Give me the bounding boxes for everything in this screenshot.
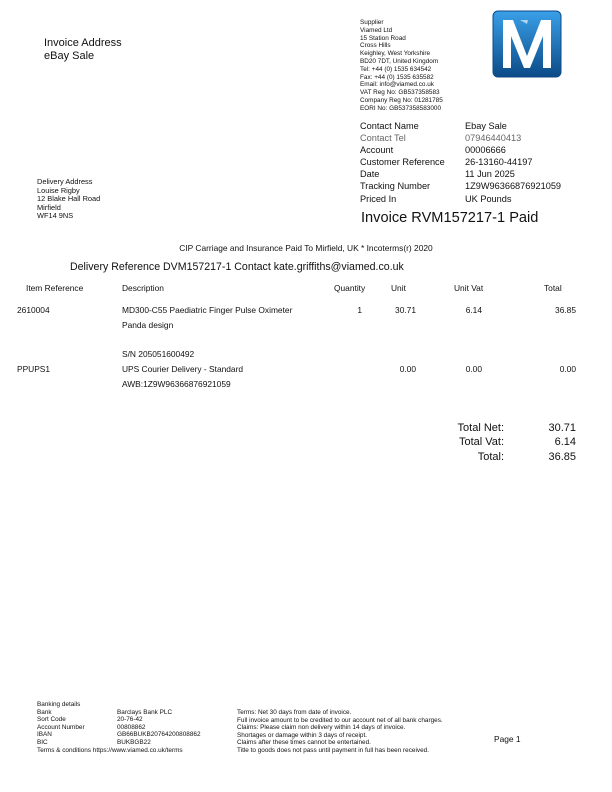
delivery-address-line: Delivery Address: [37, 177, 93, 186]
supplier-line: EORI No: GB537358583000: [360, 104, 442, 112]
supplier-line: VAT Reg No: GB537358583: [360, 89, 440, 97]
supplier-line: Keighley, West Yorkshire: [360, 50, 431, 58]
supplier-line: Email: info@viamed.co.uk: [360, 81, 434, 89]
row-unit-vat: 0.00: [465, 364, 482, 374]
terms-line: Claims after these times cannot be entertained.: [237, 739, 371, 747]
header-item-reference: Item Reference: [26, 283, 84, 293]
contact-label: Contact Tel: [360, 133, 406, 144]
terms-line: Full invoice amount to be credited to our account net of all bank charges.: [237, 716, 443, 724]
contact-row: [360, 168, 561, 180]
delivery-address-line: Mirfield: [37, 202, 61, 212]
page-number: Page 1: [494, 734, 521, 744]
bank-label: Bank: [37, 708, 52, 716]
row-unit: 0.00: [399, 364, 416, 374]
supplier-line: Tel: +44 (0) 1535 634542: [360, 65, 432, 73]
payment-terms: [237, 709, 443, 755]
contact-value: 07946440413: [465, 133, 522, 144]
invoice-address: [44, 37, 122, 63]
header-unit-vat: Unit Vat: [454, 283, 484, 293]
totals: [430, 421, 576, 464]
row-serial-number: S/N 205051600492: [122, 349, 195, 359]
delivery-address-line: WF14 9NS: [37, 211, 74, 221]
contact-details: [360, 120, 561, 205]
contact-row: [360, 156, 561, 168]
contact-value: 26-13160-44197: [465, 157, 533, 168]
bank-value: 20-76-42: [117, 716, 143, 724]
contact-label: Tracking Number: [360, 181, 431, 192]
row-description: MD300-C55 Paediatric Finger Pulse Oximeter: [122, 305, 293, 315]
supplier-line: Viamed Ltd: [360, 26, 393, 34]
totals-row: [430, 450, 576, 464]
incoterms-line: CIP Carriage and Insurance Paid To Mirfield, UK * Incoterms(r) 2020: [179, 243, 433, 253]
supplier-details: [360, 19, 490, 113]
contact-label: Date: [360, 169, 380, 180]
banking-details: [37, 701, 201, 754]
terms-link[interactable]: Terms & conditions https://www.viamed.co.uk/terms: [37, 746, 183, 754]
header-total: Total: [544, 283, 562, 293]
contact-label: Account: [360, 145, 394, 156]
contact-row: [360, 193, 561, 205]
totals-value: 6.14: [554, 436, 576, 449]
row-quantity: 1: [357, 305, 362, 315]
totals-label: Total:: [477, 450, 504, 463]
bank-label: IBAN: [37, 731, 52, 739]
invoice-address-heading: Invoice Address: [44, 37, 122, 49]
contact-label: Customer Reference: [360, 157, 445, 168]
terms-line: Claims: Please claim non delivery within 14 days of invoice.: [237, 724, 406, 732]
header-description: Description: [122, 283, 164, 293]
delivery-address-line: 12 Blake Hall Road: [37, 194, 101, 204]
contact-row: [360, 144, 561, 156]
row-item-reference: PPUPS1: [17, 364, 51, 374]
terms-line: Title to goods does not pass until payment in full has been received.: [237, 746, 429, 754]
contact-row: [360, 132, 561, 144]
totals-value: 30.71: [548, 422, 576, 434]
supplier-line: Fax: +44 (0) 1535 635582: [360, 73, 434, 81]
bank-value: Barclays Bank PLC: [117, 708, 173, 716]
totals-row: [430, 435, 576, 449]
terms-line: Terms: Net 30 days from date of invoice.: [237, 709, 352, 716]
row-total: 0.00: [559, 364, 576, 374]
totals-label: Total Vat:: [458, 436, 504, 449]
terms-line: Shortages or damage within 3 days of receipt.: [237, 731, 368, 739]
delivery-address-line: Louise Rigby: [37, 185, 80, 195]
contact-row: [360, 120, 561, 132]
bank-value: BUKBGB22: [117, 738, 151, 746]
bank-label: Account Number: [37, 723, 85, 731]
invoice-title: Invoice RVM157217-1 Paid: [361, 210, 539, 226]
contact-row: [360, 180, 561, 192]
delivery-reference: Delivery Reference DVM157217-1 Contact kate.griffiths@viamed.co.uk: [70, 261, 404, 273]
bank-value: 00808862: [117, 723, 146, 731]
row-item-reference: 2610004: [17, 305, 50, 315]
row-description: Panda design: [122, 320, 174, 330]
totals-row: [430, 421, 576, 435]
banking-heading: Banking details: [37, 701, 81, 708]
bank-label: Sort Code: [37, 716, 66, 724]
contact-value: 00006666: [465, 145, 506, 156]
totals-label: Total Net:: [457, 422, 504, 434]
header-unit: Unit: [391, 283, 406, 293]
supplier-line: Cross Hills: [360, 42, 391, 50]
invoice-address-name: eBay Sale: [44, 50, 95, 62]
row-unit-vat: 6.14: [465, 305, 482, 315]
row-description: AWB:1Z9W96366876921059: [122, 379, 231, 389]
viamed-logo-icon: [492, 10, 562, 78]
contact-value: UK Pounds: [465, 193, 512, 204]
row-total: 36.85: [555, 305, 576, 315]
supplier-line: Supplier: [360, 19, 384, 26]
bank-value: GB66BUKB20764200808862: [117, 731, 201, 739]
contact-value: Ebay Sale: [465, 121, 507, 131]
contact-value: 1Z9W96366876921059: [465, 181, 562, 192]
row-unit: 30.71: [395, 305, 416, 315]
supplier-line: BD20 7DT, United Kingdom: [360, 57, 439, 65]
totals-value: 36.85: [548, 450, 576, 463]
contact-label: Priced In: [360, 193, 397, 204]
bank-label: BIC: [37, 738, 48, 746]
supplier-line: 15 Station Road: [360, 34, 406, 42]
delivery-address: [37, 178, 100, 221]
contact-label: Contact Name: [360, 121, 419, 131]
supplier-line: Company Reg No: 01281785: [360, 96, 443, 104]
header-quantity: Quantity: [334, 283, 366, 293]
contact-value: 11 Jun 2025: [465, 169, 515, 180]
row-description: UPS Courier Delivery - Standard: [122, 364, 244, 374]
